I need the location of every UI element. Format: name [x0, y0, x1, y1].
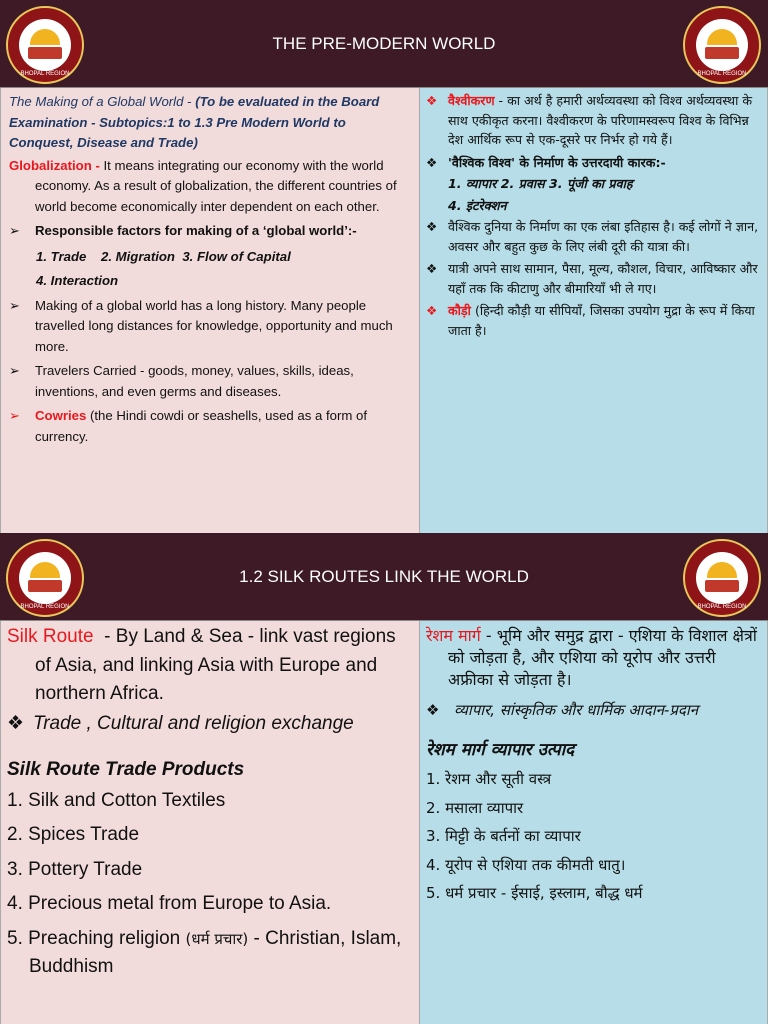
- list-item: 3. Pottery Trade: [7, 858, 143, 880]
- products-heading-hindi: रेशम मार्ग व्यापार उत्पाद: [426, 740, 575, 760]
- carried-bullet: ➢ Travelers Carried - goods, money, values, skills, ideas, inventions, and even germs and diseases.: [9, 363, 354, 399]
- exchange-hindi: ❖ व्यापार, सांस्कृतिक और धार्मिक आदान-प्रदान: [426, 701, 699, 719]
- cowries-bullet: ➢ Cowries (the Hindi cowdi or seashells, used as a form of currency.: [9, 408, 368, 444]
- hindi-panel: [420, 88, 768, 533]
- list-item: 1. Silk and Cotton Textiles: [7, 789, 226, 811]
- list-item: 2. मसाला व्यापार: [426, 798, 524, 817]
- kvs-logo-icon: BHOPAL REGION: [6, 539, 84, 617]
- products-list: [7, 787, 413, 982]
- title-band: [0, 533, 768, 621]
- carried-hindi: ❖ यात्री अपने साथ सामान, पैसा, मूल्य, कौशल, विचार, आविष्कार और यहाँ तक कि कीटाणु और बीमारियाँ भी ले गए।: [426, 261, 758, 296]
- list-item: 1. रेशम और सूती वस्त्र: [426, 770, 552, 788]
- cowries-hindi: ❖ कौड़ी (हिन्दी कौड़ी या सीपियाँ, जिसका उपयोग मुद्रा के रूप में किया जाता है।: [426, 303, 755, 338]
- list-item: 4. यूरोप से एशिया तक कीमती धातु।: [426, 855, 626, 874]
- factors-hindi-line1: 1. व्यापार 2. प्रवास 3. पूंजी का प्रवाह: [448, 176, 633, 191]
- list-item: 5. धर्म प्रचार - ईसाई, इस्लाम, बौद्ध धर्म: [426, 884, 643, 902]
- kvs-logo-icon: BHOPAL REGION: [683, 6, 761, 84]
- history-bullet: ➢ Making of a global world has a long history. Many people travelled long distances for knowledge, opportunity and much more.: [9, 297, 393, 354]
- slide-silk-routes: [0, 533, 768, 1024]
- silk-route-definition: Silk Route - By Land & Sea - link vast regions of Asia, and linking Asia with Europe and northern Africa.: [7, 626, 401, 704]
- hindi-panel: [420, 621, 768, 1024]
- globalization-hindi: ❖ वैश्वीकरण - का अर्थ है हमारी अर्थव्यवस्था को विश्व अर्थव्यवस्था के साथ एकीकृत करना। वैश्वीकरण के परिणामस्वरूप विश्व के विभिन्न देश आर्थिक रूप से एक-दूसरे पर निर्भर हो गये हैं।: [426, 93, 753, 147]
- intro: The Making of a Global World - (To be evaluated in the Board Examination - Subtopics:1 to 1.3 Pre Modern World to Conquest, Disease and Trade): [9, 94, 380, 150]
- silk-route-hindi: रेशम मार्ग - भूमि और समुद्र द्वारा - एशिया के विशाल क्षेत्रों को जोड़ता है, और एशिया को यूरोप और उत्तरी अफ्रीका से जोड़ता है।: [426, 626, 757, 689]
- factors-list-line1: 1. Trade 2. Migration 3. Flow of Capital: [36, 248, 291, 264]
- kvs-logo-icon: BHOPAL REGION: [683, 539, 761, 617]
- list-item: 3. मिट्टी के बर्तनों का व्यापार: [426, 827, 581, 845]
- list-item: 2. Spices Trade: [7, 824, 140, 845]
- products-heading: Silk Route Trade Products: [7, 759, 245, 780]
- title-band: [0, 0, 768, 88]
- slide-title: 1.2 SILK ROUTES LINK THE WORLD: [239, 567, 529, 586]
- globalization-definition: Globalization - It means integrating our economy with the world economy. As a result of globalization, the different countries of world become economically inter dependent on each other.: [9, 157, 397, 214]
- products-list-hindi: [426, 765, 761, 908]
- kvs-logo-icon: BHOPAL REGION: [6, 6, 84, 84]
- history-hindi: ❖ वैश्विक दुनिया के निर्माण का एक लंबा इतिहास है। कई लोगों ने ज्ञान, अवसर और बहुत कुछ के लिए लंबी दूरी की यात्रा की।: [426, 219, 759, 254]
- slide-title: THE PRE-MODERN WORLD: [272, 34, 496, 53]
- english-panel: [0, 621, 420, 1024]
- exchange-bullet: ❖ Trade , Cultural and religion exchange: [7, 712, 354, 734]
- list-item: 4. Precious metal from Europe to Asia.: [7, 893, 332, 914]
- factors-hindi-line2: 4. इंटरेक्शन: [448, 197, 507, 213]
- factors-hindi: ❖ 'वैश्विक विश्व' के निर्माण के उत्तरदायी कारक:-: [426, 154, 666, 170]
- factors-bullet: ➢ Responsible factors for making of a ‘global world’:-: [9, 223, 357, 238]
- english-panel: [0, 88, 420, 533]
- list-item: 5. Preaching religion (धर्म प्रचार) - Christian, Islam, Buddhism: [7, 927, 402, 977]
- factors-list-line2: 4. Interaction: [36, 273, 119, 288]
